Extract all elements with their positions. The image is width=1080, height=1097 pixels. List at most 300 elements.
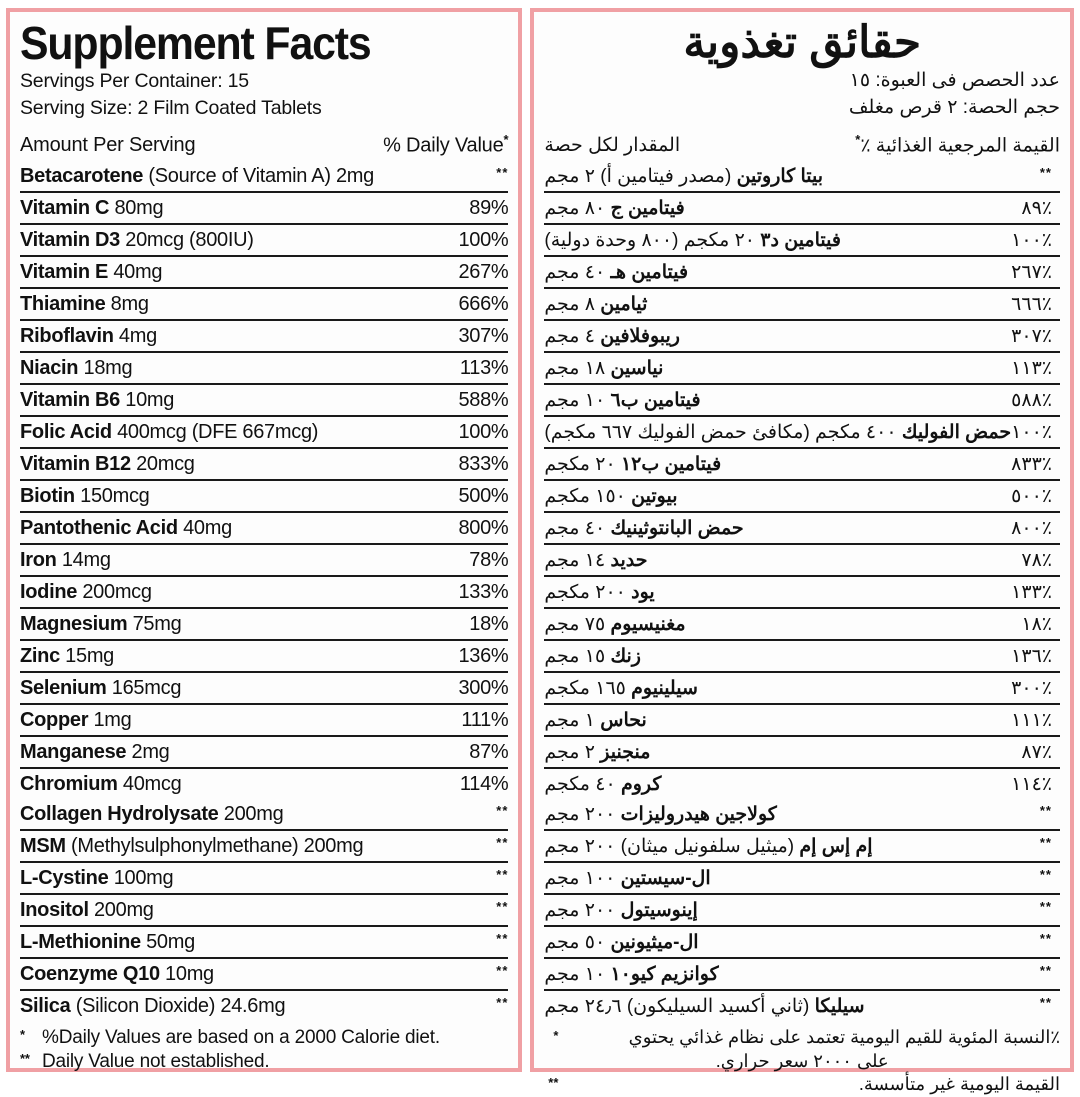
table-row [544, 895, 1060, 925]
daily-value: ** [496, 963, 509, 979]
daily-value: ٪٦٦٦ [1011, 294, 1052, 316]
nutrient-name: Iodine [20, 581, 78, 604]
nutrient-name: ال-سيستين [620, 868, 711, 890]
nutrient-amount: ١٥ مجم [544, 646, 611, 668]
nutrient-amount: ٤٠ مكجم [544, 774, 621, 796]
nutrient-name: Selenium [20, 677, 107, 700]
nutrient-name: Niacin [20, 357, 79, 380]
nutrient-rows-primary-arabic [544, 161, 1060, 799]
nutrient-name: منجنيز [600, 742, 651, 764]
nutrient-name: Chromium [20, 773, 118, 796]
nutrient-amount: 80mg [109, 197, 164, 220]
nutrient-amount: 200mg [218, 803, 284, 826]
nutrient-amount: ٨٠ مجم [544, 198, 611, 220]
nutrient-amount: 2mg [126, 741, 170, 764]
nutrient-name: ثيامين [600, 294, 648, 316]
nutrient-label [20, 549, 111, 572]
nutrient-amount: 15mg [59, 645, 115, 668]
nutrient-amount: ١٠ مجم [544, 390, 611, 412]
daily-value: ** [1039, 165, 1052, 181]
table-row [544, 737, 1060, 767]
table-row [20, 225, 508, 255]
nutrient-name: زنك [610, 646, 641, 668]
daily-value: ** [496, 867, 509, 883]
nutrient-label [20, 867, 173, 890]
table-row [20, 289, 508, 319]
daily-value: ٪٢٦٧ [1011, 262, 1052, 284]
daily-value: ** [1039, 867, 1052, 883]
nutrient-amount: 200mg [88, 899, 154, 922]
nutrient-name: حمض الفوليك [901, 422, 1012, 444]
daily-value: 87% [469, 741, 509, 764]
table-row [544, 927, 1060, 957]
table-row [20, 641, 508, 671]
daily-value: ٪١١١ [1011, 710, 1052, 732]
table-row [20, 417, 508, 447]
daily-value: ** [1039, 931, 1052, 947]
nutrient-amount: ١٨ مجم [544, 358, 611, 380]
table-row [544, 705, 1060, 735]
nutrient-label [20, 517, 232, 540]
nutrient-label [544, 995, 864, 1018]
nutrient-amount: 40mg [108, 261, 163, 284]
nutrient-name: فيتامين د٣ [760, 230, 841, 252]
nutrient-name: إم إس إم [799, 836, 873, 858]
footnotes [20, 1022, 508, 1072]
nutrient-amount: 150mcg [74, 485, 150, 508]
nutrient-name: Betacarotene [20, 165, 144, 188]
nutrient-label [544, 835, 872, 858]
nutrient-name: Coenzyme Q10 [20, 963, 160, 986]
daily-value: ٪١٨ [1021, 614, 1052, 636]
daily-value: ٪١٠٠ [1011, 230, 1052, 252]
footnote-text: Daily Value not established. [42, 1050, 270, 1072]
table-row [20, 863, 508, 893]
daily-value: ** [496, 931, 509, 947]
table-row [20, 959, 508, 989]
nutrient-name: فيتامين هـ [610, 262, 689, 284]
nutrient-amount: 4mg [113, 325, 157, 348]
nutrient-amount: 50mg [140, 931, 195, 954]
nutrient-amount: 1mg [88, 709, 132, 732]
table-row [544, 769, 1060, 799]
daily-value: ** [1039, 995, 1052, 1011]
nutrient-name: فيتامين ج [610, 198, 685, 220]
daily-value-marker: * [503, 131, 509, 147]
daily-value: ** [496, 835, 509, 851]
daily-value: ** [496, 803, 509, 819]
daily-value: ** [1039, 803, 1052, 819]
nutrient-amount: ١٦٥ مكجم [544, 678, 632, 700]
nutrient-name: Zinc [20, 645, 60, 668]
nutrient-label [20, 709, 131, 732]
nutrient-label [20, 931, 195, 954]
footnote-arabic [544, 1073, 1060, 1096]
daily-value: 307% [458, 325, 509, 348]
nutrient-label [20, 677, 181, 700]
nutrient-amount: ٨ مجم [544, 294, 601, 316]
nutrient-amount: 8mg [105, 293, 149, 316]
nutrient-name: Biotin [20, 485, 75, 508]
table-row [20, 831, 508, 861]
nutrient-amount: 100mg [108, 867, 174, 890]
nutrient-label [20, 581, 152, 604]
table-row [20, 161, 508, 191]
nutrient-amount: ٥٠ مجم [544, 932, 611, 954]
nutrient-amount: ١ مجم [544, 710, 601, 732]
table-row [544, 609, 1060, 639]
nutrient-amount: 40mcg [117, 773, 182, 796]
table-row [544, 799, 1060, 829]
daily-value: 800% [458, 517, 509, 540]
table-row [20, 545, 508, 575]
nutrient-label [20, 835, 363, 858]
nutrient-amount: 18mg [78, 357, 133, 380]
nutrient-label [544, 485, 677, 508]
table-row [20, 895, 508, 925]
nutrient-amount: ٤ مجم [544, 326, 601, 348]
nutrient-amount: 200mcg [77, 581, 152, 604]
daily-value: ٪١٣٦ [1011, 646, 1052, 668]
nutrient-amount: ٤٠ مجم [544, 518, 611, 540]
nutrient-amount: ١٤ مجم [544, 550, 611, 572]
nutrient-label [544, 197, 684, 220]
nutrient-name: مغنيسيوم [610, 614, 686, 636]
daily-value: 666% [458, 293, 509, 316]
nutrient-name: سيلينيوم [631, 678, 698, 700]
nutrient-label [20, 899, 154, 922]
daily-value: ٪١١٤ [1011, 774, 1052, 796]
table-row [20, 481, 508, 511]
nutrient-label [544, 421, 1011, 444]
daily-value: ** [496, 165, 509, 181]
nutrient-label [20, 261, 162, 284]
nutrient-name: Vitamin C [20, 197, 110, 220]
nutrient-label [544, 931, 698, 954]
daily-value: 100% [458, 421, 509, 444]
nutrient-amount: 165mcg [106, 677, 182, 700]
nutrient-label [20, 645, 114, 668]
table-row [544, 321, 1060, 351]
table-row [544, 641, 1060, 671]
nutrient-amount: (Source of Vitamin A) 2mg [143, 165, 374, 188]
nutrient-label [544, 803, 776, 826]
servings-per-container-arabic: عدد الحصص فى العبوة: ١٥ [849, 70, 1060, 92]
nutrient-amount: (Silicon Dioxide) 24.6mg [70, 995, 286, 1018]
daily-value: ٪٧٨ [1021, 550, 1052, 572]
serving-size: Serving Size: 2 Film Coated Tablets [20, 96, 322, 119]
nutrient-amount: (Methylsulphonylmethane) 200mg [65, 835, 364, 858]
nutrient-label [20, 741, 170, 764]
footnote-text-arabic: القيمة اليومية غير متأسسة. [858, 1074, 1060, 1095]
table-row [20, 991, 508, 1021]
footnote [20, 1050, 508, 1073]
daily-value: ** [1039, 963, 1052, 979]
daily-value: ** [496, 899, 509, 915]
table-row [20, 769, 508, 799]
table-row [544, 545, 1060, 575]
daily-value: 267% [458, 261, 509, 284]
table-row [20, 449, 508, 479]
footnote-marker: ** [20, 1050, 30, 1066]
table-row [544, 863, 1060, 893]
nutrient-amount: ٢ مجم [544, 742, 601, 764]
nutrient-name: MSM [20, 835, 66, 858]
daily-value: ** [1039, 899, 1052, 915]
table-row [544, 417, 1060, 447]
nutrient-amount: ٢٠ مكجم [544, 454, 621, 476]
table-row [544, 257, 1060, 287]
table-row [20, 385, 508, 415]
daily-value: 833% [458, 453, 509, 476]
nutrient-amount: 40mg [177, 517, 232, 540]
footnote-text-arabic-line2: على ٢٠٠٠ سعر حراري. [715, 1050, 889, 1071]
table-row [20, 737, 508, 767]
nutrient-name: كوانزيم كيو١٠ [610, 964, 719, 986]
nutrient-label [20, 453, 195, 476]
daily-value: ٪١١٣ [1011, 358, 1052, 380]
nutrient-label [544, 613, 685, 636]
nutrient-name: Manganese [20, 741, 127, 764]
daily-value: 18% [469, 613, 509, 636]
daily-value: 100% [458, 229, 509, 252]
table-row [544, 193, 1060, 223]
footnote-marker-arabic: * [553, 1028, 559, 1044]
nutrient-amount: (مصدر فيتامين أ) ٢ مجم [544, 166, 737, 188]
nutrient-label [20, 963, 214, 986]
table-row [20, 193, 508, 223]
nutrient-amount: (ميثيل سلفونيل ميثان) ٢٠٠ مجم [544, 836, 800, 858]
nutrient-label [544, 677, 698, 700]
page-title: Supplement Facts [20, 17, 371, 69]
table-row [20, 353, 508, 383]
nutrient-amount: ٢٠٠ مجم [544, 900, 621, 922]
nutrient-amount: ٢٠ مكجم (٨٠٠ وحدة دولية) [544, 230, 761, 252]
serving-size-arabic: حجم الحصة: ٢ قرص مغلف [848, 97, 1060, 119]
nutrient-label [544, 325, 680, 348]
nutrient-label [544, 741, 650, 764]
nutrient-amount: 20mcg (800IU) [120, 229, 254, 252]
nutrient-label [544, 165, 823, 188]
nutrient-rows-primary [20, 161, 508, 799]
nutrient-label [20, 613, 181, 636]
nutrient-amount: ١٠٠ مجم [544, 868, 621, 890]
nutrient-label [544, 867, 710, 890]
nutrient-amount: ٢٠٠ مجم [544, 804, 621, 826]
column-header-row-arabic [544, 128, 1060, 161]
table-row [20, 609, 508, 639]
table-row [544, 161, 1060, 191]
nutrient-name: نياسين [610, 358, 664, 380]
nutrient-name: إينوسيتول [620, 900, 698, 922]
nutrient-name: سيليكا [814, 996, 865, 1018]
nutrient-name: Folic Acid [20, 421, 112, 444]
nutrient-label [20, 773, 181, 796]
nutrient-amount: ١٥٠ مكجم [544, 486, 632, 508]
daily-value: ٪٨٣٣ [1011, 454, 1052, 476]
daily-value: ٪٥٨٨ [1011, 390, 1052, 412]
nutrient-amount: ٧٥ مجم [544, 614, 611, 636]
table-row [544, 673, 1060, 703]
nutrient-label [544, 963, 718, 986]
nutrient-label [20, 803, 283, 826]
table-row [544, 577, 1060, 607]
nutrient-amount: ١٠ مجم [544, 964, 611, 986]
nutrient-name: نحاس [600, 710, 647, 732]
nutrient-name: L-Cystine [20, 867, 109, 890]
nutrient-amount: 10mg [159, 963, 214, 986]
daily-value: 500% [458, 485, 509, 508]
nutrient-name: بيوتين [631, 486, 678, 508]
daily-value: ٪٣٠٠ [1011, 678, 1052, 700]
daily-value: 78% [469, 549, 509, 572]
table-row [544, 513, 1060, 543]
nutrient-name: Pantothenic Acid [20, 517, 178, 540]
nutrient-label [544, 709, 646, 732]
nutrient-amount: 10mg [120, 389, 175, 412]
table-row [544, 353, 1060, 383]
footnote-marker-arabic: ** [548, 1075, 559, 1091]
footnote-arabic [544, 1026, 1060, 1049]
nutrient-label [20, 165, 374, 188]
daily-value: ٪٥٠٠ [1011, 486, 1052, 508]
nutrient-name: Silica [20, 995, 71, 1018]
nutrient-name: Thiamine [20, 293, 106, 316]
nutrient-name: Vitamin D3 [20, 229, 120, 252]
footnotes-arabic [544, 1022, 1060, 1096]
column-header-daily-value: % Daily Value* [383, 131, 509, 157]
nutrient-label [544, 229, 841, 252]
nutrient-amount: 14mg [56, 549, 111, 572]
nutrient-label [544, 517, 743, 540]
table-row [20, 321, 508, 351]
nutrient-name: Vitamin E [20, 261, 109, 284]
daily-value: 136% [458, 645, 509, 668]
nutrient-label [544, 645, 641, 668]
table-row [20, 257, 508, 287]
table-row [20, 927, 508, 957]
column-header-amount-arabic: المقدار لكل حصة [544, 135, 681, 157]
nutrient-amount: (ثاني أكسيد السيليكون) ٢٤٫٦ مجم [544, 996, 815, 1018]
nutrient-label [20, 229, 254, 252]
nutrient-label [20, 995, 285, 1018]
footnote-marker: * [20, 1027, 25, 1043]
table-row [20, 577, 508, 607]
daily-value: ٪١٠٠ [1011, 422, 1052, 444]
nutrient-label [20, 357, 132, 380]
table-row [544, 385, 1060, 415]
nutrient-label [20, 197, 163, 220]
nutrient-name: بيتا كاروتين [736, 166, 824, 188]
table-row [20, 799, 508, 829]
daily-value: ٪٨٧ [1021, 742, 1052, 764]
nutrient-name: Vitamin B12 [20, 453, 131, 476]
daily-value-marker-arabic: * [855, 132, 861, 148]
nutrient-name: يود [631, 582, 655, 604]
nutrient-name: كولاجين هيدروليزات [620, 804, 777, 826]
nutrient-name: Vitamin B6 [20, 389, 120, 412]
nutrient-name: حديد [610, 550, 648, 572]
column-header-row [20, 128, 508, 162]
table-row [544, 225, 1060, 255]
footnote [20, 1026, 508, 1049]
nutrient-name: Copper [20, 709, 89, 732]
nutrient-amount: 400mcg (DFE 667mcg) [111, 421, 319, 444]
nutrient-label [20, 293, 149, 316]
table-row [20, 513, 508, 543]
nutrient-name: فيتامين ب١٢ [620, 454, 722, 476]
nutrient-amount: ٤٠ مجم [544, 262, 611, 284]
daily-value: 113% [459, 357, 509, 380]
english-panel [6, 8, 522, 1072]
nutrient-name: ريبوفلافين [600, 326, 680, 348]
nutrient-label [544, 581, 654, 604]
nutrient-amount: 75mg [127, 613, 182, 636]
daily-value: ٪٨٠٠ [1011, 518, 1052, 540]
nutrient-rows-secondary-arabic [544, 799, 1060, 1021]
servings-per-container: Servings Per Container: 15 [20, 69, 249, 92]
nutrient-label [544, 453, 721, 476]
table-row [544, 289, 1060, 319]
page-title-arabic: حقائق تغذوية [683, 18, 922, 67]
table-row [544, 831, 1060, 861]
nutrient-label [20, 485, 149, 508]
nutrient-name: فيتامين ب٦ [610, 390, 701, 412]
nutrient-label [20, 389, 174, 412]
table-row [20, 705, 508, 735]
nutrient-name: كروم [620, 774, 662, 796]
nutrient-name: Collagen Hydrolysate [20, 803, 219, 826]
nutrient-amount: ٤٠٠ مكجم (مكافئ حمض الفوليك ٦٦٧ مكجم) [544, 422, 902, 444]
nutrient-label [20, 421, 318, 444]
nutrient-label [544, 899, 697, 922]
daily-value: 89% [469, 197, 509, 220]
column-header-amount: Amount Per Serving [20, 134, 196, 157]
daily-value: ٪١٣٣ [1011, 582, 1052, 604]
column-header-daily-value-arabic: القيمة المرجعية الغذائية ٪* [855, 132, 1060, 157]
nutrient-label [544, 261, 688, 284]
table-row [544, 991, 1060, 1021]
arabic-panel [530, 8, 1074, 1095]
footnote-text: %Daily Values are based on a 2000 Calorie diet. [42, 1027, 440, 1049]
table-row [20, 673, 508, 703]
nutrient-label [20, 325, 157, 348]
daily-value: ** [1039, 835, 1052, 851]
nutrient-rows-secondary [20, 799, 508, 1021]
nutrient-name: L-Methionine [20, 931, 141, 954]
nutrient-label [544, 293, 647, 316]
daily-value: 133% [458, 581, 509, 604]
nutrient-label [544, 549, 647, 572]
daily-value: 300% [458, 677, 509, 700]
nutrient-name: Inositol [20, 899, 89, 922]
table-row [544, 959, 1060, 989]
daily-value: ٪٣٠٧ [1011, 326, 1052, 348]
nutrient-amount: ٢٠٠ مكجم [544, 582, 632, 604]
nutrient-name: Iron [20, 549, 57, 572]
daily-value: 111% [461, 709, 509, 732]
daily-value: ٪٨٩ [1021, 198, 1052, 220]
footnote-text-arabic: ٪النسبة المئوية للقيم اليومية تعتمد على نظام غذائي يحتوي [628, 1027, 1060, 1048]
nutrient-name: حمض البانتوثينيك [610, 518, 744, 540]
daily-value: 114% [459, 773, 509, 796]
nutrient-name: Magnesium [20, 613, 128, 636]
daily-value: ** [496, 995, 509, 1011]
nutrient-amount: 20mcg [130, 453, 195, 476]
nutrient-label [544, 773, 661, 796]
daily-value: 588% [458, 389, 509, 412]
nutrient-label [544, 357, 663, 380]
